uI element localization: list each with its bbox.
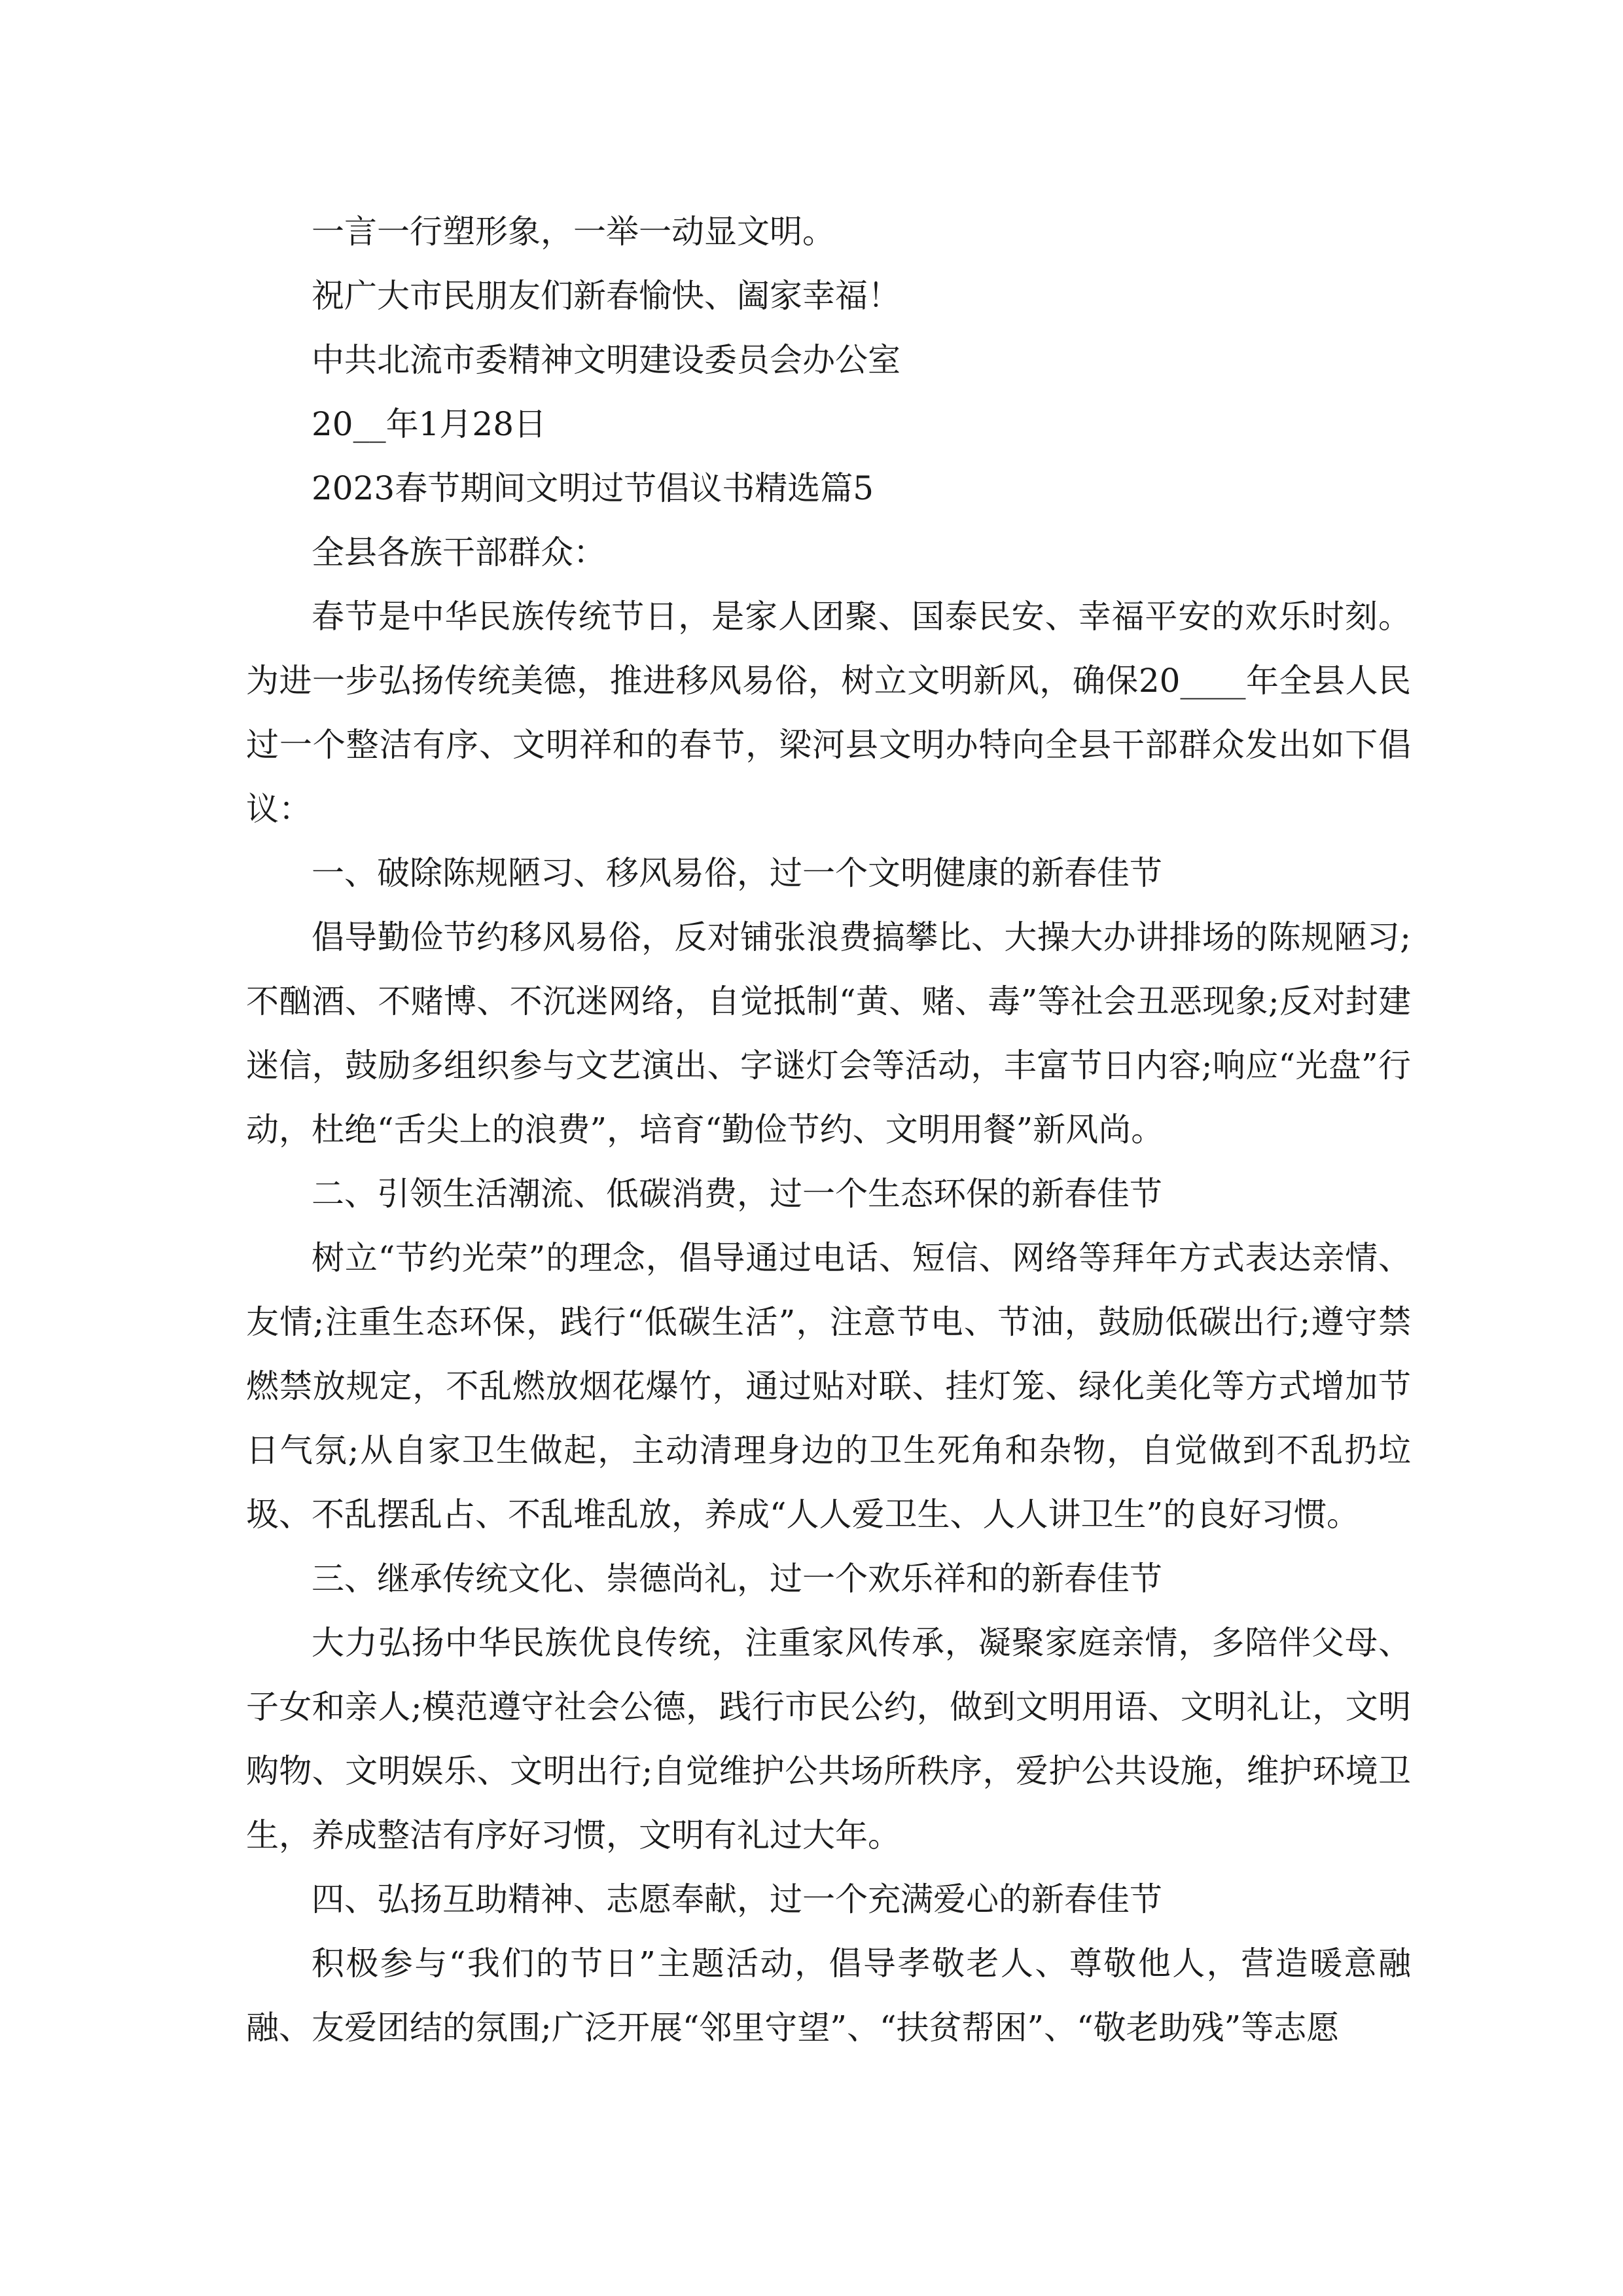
intro-paragraph: 春节是中华民族传统节日，是家人团聚、国泰民安、幸福平安的欢乐时刻。为进一步弘扬传统美德，推进移风易俗，树立文明新风，确保20____年全县人民过一个整洁有序、文明祥和的春节，梁河县文明办特向全县干部群众发出如下倡议： bbox=[246, 598, 1411, 828]
section-heading-3: 三、继承传统文化、崇德尚礼，过一个欢乐祥和的新春佳节 bbox=[312, 1560, 1162, 1598]
section-body-2: 树立“节约光荣”的理念，倡导通过电话、短信、网络等拜年方式表达亲情、友情;注重生态环保，践行“低碳生活”，注意节电、节油，鼓励低碳出行;遵守禁燃禁放规定，不乱燃放烟花爆竹，通过贴对联、挂灯笼、绿化美化等方式增加节日气氛;从自家卫生做起，主动清理身边的卫生死角和杂物，自觉做到不乱扔垃圾、不乱摆乱占、不乱堆乱放，养成“人人爱卫生、人人讲卫生”的良好习惯。 bbox=[246, 1239, 1411, 1534]
issue-date: 20__年1月28日 bbox=[312, 405, 547, 443]
section-body-3: 大力弘扬中华民族优良传统，注重家风传承，凝聚家庭亲情，多陪伴父母、子女和亲人;模范遵守社会公德，践行市民公约，做到文明用语、文明礼让，文明购物、文明娱乐、文明出行;自觉维护公共场所秩序，爱护公共设施，维护环境卫生，养成整洁有序好习惯，文明有礼过大年。 bbox=[246, 1624, 1411, 1854]
new-year-greeting: 祝广大市民朋友们新春愉快、阖家幸福！ bbox=[312, 277, 901, 315]
document-body bbox=[246, 200, 1411, 2060]
section-heading-1: 一、破除陈规陋习、移风易俗，过一个文明健康的新春佳节 bbox=[312, 854, 1162, 892]
section-body-4: 积极参与“我们的节日”主题活动，倡导孝敬老人、尊敬他人，营造暖意融融、友爱团结的氛围;广泛开展“邻里守望”、“扶贫帮困”、“敬老助残”等志愿 bbox=[246, 1945, 1411, 2047]
section-heading-2: 二、引领生活潮流、低碳消费，过一个生态环保的新春佳节 bbox=[312, 1175, 1162, 1213]
salutation: 全县各族干部群众： bbox=[312, 533, 606, 571]
issuing-office: 中共北流市委精神文明建设委员会办公室 bbox=[312, 341, 901, 379]
closing-slogan: 一言一行塑形象，一举一动显文明。 bbox=[312, 213, 835, 251]
section-heading-4: 四、弘扬互助精神、志愿奉献，过一个充满爱心的新春佳节 bbox=[312, 1880, 1162, 1918]
article-title: 2023春节期间文明过节倡议书精选篇5 bbox=[312, 469, 874, 507]
section-body-1: 倡导勤俭节约移风易俗，反对铺张浪费搞攀比、大操大办讲排场的陈规陋习;不酗酒、不赌博、不沉迷网络，自觉抵制“黄、赌、毒”等社会丑恶现象;反对封建迷信，鼓励多组织参与文艺演出、字谜灯会等活动，丰富节日内容;响应“光盘”行动，杜绝“舌尖上的浪费”，培育“勤俭节约、文明用餐”新风尚。 bbox=[246, 918, 1411, 1149]
